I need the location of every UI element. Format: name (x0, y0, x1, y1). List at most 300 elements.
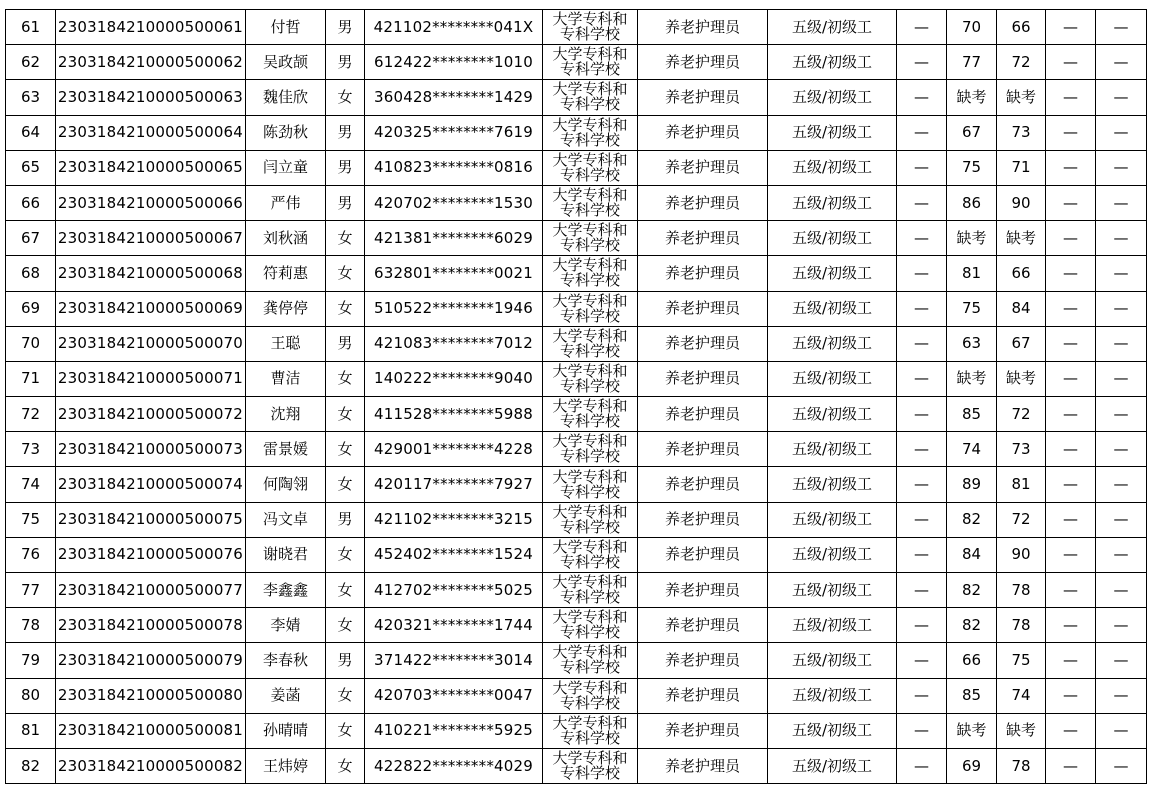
occupation-cell: 养老护理员 (638, 502, 768, 537)
level-cell: 五级/初级工 (768, 432, 897, 467)
education-line: 专科学校 (559, 341, 620, 360)
dash-cell: — (897, 537, 947, 572)
table-row (6, 10, 1147, 45)
level-cell: 五级/初级工 (768, 397, 897, 432)
exam-number-cell: 2303184210000500078 (56, 608, 246, 643)
name-cell: 王炜婷 (246, 748, 326, 783)
gender-cell: 女 (326, 467, 365, 502)
dash-cell: — (1046, 748, 1096, 783)
exam-number-cell: 2303184210000500061 (56, 10, 246, 45)
occupation-cell: 养老护理员 (638, 678, 768, 713)
education-cell (543, 185, 638, 220)
education-line: 专科学校 (559, 60, 620, 79)
gender-cell: 女 (326, 678, 365, 713)
level-cell: 五级/初级工 (768, 326, 897, 361)
education-line: 大学专科和 (552, 432, 628, 451)
education-line: 专科学校 (559, 552, 620, 571)
id-card-cell: 140222********9040 (365, 361, 543, 396)
dash-cell: — (1096, 45, 1147, 80)
theory-score-cell: 85 (947, 397, 997, 432)
table-row (6, 713, 1147, 748)
education-line: 大学专科和 (552, 186, 628, 205)
dash-cell: — (1096, 361, 1147, 396)
dash-cell: — (1046, 10, 1096, 45)
dash-cell: — (897, 256, 947, 291)
theory-score-cell: 74 (947, 432, 997, 467)
dash-cell: — (1046, 467, 1096, 502)
education-line: 专科学校 (559, 728, 620, 747)
id-card-cell: 410221********5925 (365, 713, 543, 748)
skill-score-cell: 78 (997, 573, 1046, 608)
gender-cell: 女 (326, 291, 365, 326)
dash-cell: — (1046, 502, 1096, 537)
name-cell: 谢晓君 (246, 537, 326, 572)
table-row (6, 291, 1147, 326)
id-card-cell: 422822********4029 (365, 748, 543, 783)
education-line: 专科学校 (559, 623, 620, 642)
occupation-cell: 养老护理员 (638, 326, 768, 361)
id-card-cell: 410823********0816 (365, 150, 543, 185)
exam-number-cell: 2303184210000500081 (56, 713, 246, 748)
skill-score-cell: 71 (997, 150, 1046, 185)
row-number-cell: 73 (6, 432, 56, 467)
table-row (6, 537, 1147, 572)
education-line: 专科学校 (559, 658, 620, 677)
occupation-cell: 养老护理员 (638, 256, 768, 291)
education-line: 大学专科和 (552, 537, 628, 556)
gender-cell: 男 (326, 326, 365, 361)
skill-score-cell: 67 (997, 326, 1046, 361)
theory-score-cell: 67 (947, 115, 997, 150)
row-number-cell: 67 (6, 221, 56, 256)
theory-score-cell: 86 (947, 185, 997, 220)
name-cell: 龚停停 (246, 291, 326, 326)
dash-cell: — (1096, 221, 1147, 256)
name-cell: 雷景媛 (246, 432, 326, 467)
dash-cell: — (897, 291, 947, 326)
occupation-cell: 养老护理员 (638, 432, 768, 467)
row-number-cell: 68 (6, 256, 56, 291)
dash-cell: — (1046, 291, 1096, 326)
skill-score-cell: 78 (997, 748, 1046, 783)
skill-score-cell: 72 (997, 45, 1046, 80)
education-cell (543, 221, 638, 256)
education-line: 大学专科和 (552, 502, 628, 521)
education-cell (543, 361, 638, 396)
dash-cell: — (897, 397, 947, 432)
education-line: 大学专科和 (552, 467, 628, 486)
table-row (6, 678, 1147, 713)
name-cell: 刘秋涵 (246, 221, 326, 256)
education-cell (543, 748, 638, 783)
skill-score-cell: 74 (997, 678, 1046, 713)
dash-cell: — (1046, 678, 1096, 713)
table-row (6, 748, 1147, 783)
skill-score-cell: 81 (997, 467, 1046, 502)
dash-cell: — (897, 80, 947, 115)
row-number-cell: 77 (6, 573, 56, 608)
education-line: 专科学校 (559, 517, 620, 536)
gender-cell: 女 (326, 608, 365, 643)
dash-cell: — (1096, 467, 1147, 502)
id-card-cell: 429001********4228 (365, 432, 543, 467)
id-card-cell: 411528********5988 (365, 397, 543, 432)
education-line: 专科学校 (559, 693, 620, 712)
dash-cell: — (897, 185, 947, 220)
education-cell (543, 608, 638, 643)
occupation-cell: 养老护理员 (638, 643, 768, 678)
dash-cell: — (1096, 115, 1147, 150)
theory-score-cell: 82 (947, 502, 997, 537)
occupation-cell: 养老护理员 (638, 10, 768, 45)
id-card-cell: 420325********7619 (365, 115, 543, 150)
education-line: 大学专科和 (552, 10, 628, 29)
level-cell: 五级/初级工 (768, 678, 897, 713)
table-row (6, 45, 1147, 80)
level-cell: 五级/初级工 (768, 185, 897, 220)
gender-cell: 女 (326, 432, 365, 467)
skill-score-cell: 72 (997, 502, 1046, 537)
exam-number-cell: 2303184210000500079 (56, 643, 246, 678)
education-line: 专科学校 (559, 201, 620, 220)
row-number-cell: 61 (6, 10, 56, 45)
dash-cell: — (1096, 185, 1147, 220)
name-cell: 王聪 (246, 326, 326, 361)
education-cell (543, 678, 638, 713)
name-cell: 符莉惠 (246, 256, 326, 291)
skill-score-cell: 84 (997, 291, 1046, 326)
dash-cell: — (1096, 326, 1147, 361)
education-cell (543, 537, 638, 572)
dash-cell: — (1046, 221, 1096, 256)
exam-number-cell: 2303184210000500082 (56, 748, 246, 783)
gender-cell: 女 (326, 748, 365, 783)
level-cell: 五级/初级工 (768, 45, 897, 80)
name-cell: 闫立童 (246, 150, 326, 185)
education-cell (543, 502, 638, 537)
table-row (6, 502, 1147, 537)
education-line: 大学专科和 (552, 291, 628, 310)
table-row (6, 361, 1147, 396)
table-body (6, 10, 1147, 784)
dash-cell: — (1046, 256, 1096, 291)
dash-cell: — (1046, 115, 1096, 150)
dash-cell: — (897, 361, 947, 396)
dash-cell: — (1046, 150, 1096, 185)
level-cell: 五级/初级工 (768, 748, 897, 783)
skill-score-cell: 缺考 (997, 80, 1046, 115)
exam-number-cell: 2303184210000500067 (56, 221, 246, 256)
gender-cell: 男 (326, 502, 365, 537)
skill-score-cell: 75 (997, 643, 1046, 678)
id-card-cell: 421381********6029 (365, 221, 543, 256)
dash-cell: — (1096, 432, 1147, 467)
education-cell (543, 397, 638, 432)
education-line: 大学专科和 (552, 80, 628, 99)
dash-cell: — (897, 713, 947, 748)
skill-score-cell: 缺考 (997, 221, 1046, 256)
skill-score-cell: 90 (997, 185, 1046, 220)
education-cell (543, 256, 638, 291)
gender-cell: 女 (326, 361, 365, 396)
name-cell: 严伟 (246, 185, 326, 220)
education-line: 专科学校 (559, 764, 620, 783)
education-line: 大学专科和 (552, 713, 628, 732)
name-cell: 曹洁 (246, 361, 326, 396)
gender-cell: 男 (326, 185, 365, 220)
theory-score-cell: 75 (947, 150, 997, 185)
dash-cell: — (1046, 573, 1096, 608)
dash-cell: — (1096, 256, 1147, 291)
dash-cell: — (1096, 678, 1147, 713)
table-row (6, 432, 1147, 467)
exam-number-cell: 2303184210000500064 (56, 115, 246, 150)
theory-score-cell: 缺考 (947, 713, 997, 748)
skill-score-cell: 78 (997, 608, 1046, 643)
education-line: 大学专科和 (552, 608, 628, 627)
id-card-cell: 510522********1946 (365, 291, 543, 326)
education-line: 大学专科和 (552, 397, 628, 416)
level-cell: 五级/初级工 (768, 502, 897, 537)
occupation-cell: 养老护理员 (638, 608, 768, 643)
education-line: 大学专科和 (552, 115, 628, 134)
occupation-cell: 养老护理员 (638, 361, 768, 396)
dash-cell: — (1046, 537, 1096, 572)
exam-number-cell: 2303184210000500065 (56, 150, 246, 185)
id-card-cell: 452402********1524 (365, 537, 543, 572)
exam-number-cell: 2303184210000500062 (56, 45, 246, 80)
dash-cell: — (1046, 80, 1096, 115)
education-line: 专科学校 (559, 271, 620, 290)
education-line: 专科学校 (559, 236, 620, 255)
row-number-cell: 66 (6, 185, 56, 220)
theory-score-cell: 缺考 (947, 80, 997, 115)
dash-cell: — (1096, 748, 1147, 783)
occupation-cell: 养老护理员 (638, 573, 768, 608)
table-row (6, 326, 1147, 361)
exam-number-cell: 2303184210000500080 (56, 678, 246, 713)
id-card-cell: 420117********7927 (365, 467, 543, 502)
id-card-cell: 412702********5025 (365, 573, 543, 608)
dash-cell: — (1096, 713, 1147, 748)
dash-cell: — (897, 326, 947, 361)
education-line: 大学专科和 (552, 221, 628, 240)
education-cell (543, 573, 638, 608)
education-line: 大学专科和 (552, 256, 628, 275)
row-number-cell: 76 (6, 537, 56, 572)
row-number-cell: 71 (6, 361, 56, 396)
dash-cell: — (1096, 80, 1147, 115)
education-line: 大学专科和 (552, 573, 628, 592)
theory-score-cell: 82 (947, 608, 997, 643)
level-cell: 五级/初级工 (768, 115, 897, 150)
row-number-cell: 69 (6, 291, 56, 326)
education-line: 专科学校 (559, 376, 620, 395)
id-card-cell: 421102********3215 (365, 502, 543, 537)
gender-cell: 男 (326, 10, 365, 45)
row-number-cell: 64 (6, 115, 56, 150)
gender-cell: 女 (326, 537, 365, 572)
exam-number-cell: 2303184210000500063 (56, 80, 246, 115)
education-line: 专科学校 (559, 306, 620, 325)
education-cell (543, 643, 638, 678)
occupation-cell: 养老护理员 (638, 467, 768, 502)
education-line: 专科学校 (559, 25, 620, 44)
gender-cell: 女 (326, 397, 365, 432)
exam-number-cell: 2303184210000500073 (56, 432, 246, 467)
occupation-cell: 养老护理员 (638, 291, 768, 326)
id-card-cell: 420702********1530 (365, 185, 543, 220)
education-cell (543, 45, 638, 80)
occupation-cell: 养老护理员 (638, 748, 768, 783)
dash-cell: — (1096, 397, 1147, 432)
skill-score-cell: 73 (997, 432, 1046, 467)
theory-score-cell: 84 (947, 537, 997, 572)
table-row (6, 221, 1147, 256)
row-number-cell: 65 (6, 150, 56, 185)
level-cell: 五级/初级工 (768, 361, 897, 396)
id-card-cell: 420703********0047 (365, 678, 543, 713)
dash-cell: — (1096, 573, 1147, 608)
row-number-cell: 79 (6, 643, 56, 678)
skill-score-cell: 73 (997, 115, 1046, 150)
education-line: 专科学校 (559, 130, 620, 149)
education-cell (543, 713, 638, 748)
id-card-cell: 421102********041X (365, 10, 543, 45)
level-cell: 五级/初级工 (768, 291, 897, 326)
education-cell (543, 10, 638, 45)
dash-cell: — (897, 45, 947, 80)
dash-cell: — (1046, 397, 1096, 432)
education-line: 大学专科和 (552, 150, 628, 169)
education-cell (543, 115, 638, 150)
skill-score-cell: 66 (997, 10, 1046, 45)
row-number-cell: 63 (6, 80, 56, 115)
dash-cell: — (1096, 537, 1147, 572)
row-number-cell: 72 (6, 397, 56, 432)
dash-cell: — (897, 573, 947, 608)
gender-cell: 男 (326, 643, 365, 678)
table-row (6, 573, 1147, 608)
dash-cell: — (1096, 291, 1147, 326)
dash-cell: — (1046, 45, 1096, 80)
theory-score-cell: 89 (947, 467, 997, 502)
id-card-cell: 360428********1429 (365, 80, 543, 115)
theory-score-cell: 缺考 (947, 361, 997, 396)
row-number-cell: 62 (6, 45, 56, 80)
name-cell: 姜菡 (246, 678, 326, 713)
exam-number-cell: 2303184210000500077 (56, 573, 246, 608)
dash-cell: — (897, 608, 947, 643)
table-row (6, 608, 1147, 643)
dash-cell: — (897, 502, 947, 537)
level-cell: 五级/初级工 (768, 467, 897, 502)
education-line: 大学专科和 (552, 326, 628, 345)
skill-score-cell: 缺考 (997, 361, 1046, 396)
level-cell: 五级/初级工 (768, 80, 897, 115)
dash-cell: — (1096, 608, 1147, 643)
row-number-cell: 75 (6, 502, 56, 537)
education-line: 专科学校 (559, 412, 620, 431)
dash-cell: — (1046, 643, 1096, 678)
exam-number-cell: 2303184210000500066 (56, 185, 246, 220)
theory-score-cell: 82 (947, 573, 997, 608)
id-card-cell: 420321********1744 (365, 608, 543, 643)
gender-cell: 男 (326, 115, 365, 150)
gender-cell: 男 (326, 150, 365, 185)
level-cell: 五级/初级工 (768, 150, 897, 185)
education-line: 专科学校 (559, 165, 620, 184)
dash-cell: — (1046, 432, 1096, 467)
row-number-cell: 80 (6, 678, 56, 713)
education-line: 专科学校 (559, 447, 620, 466)
table-row (6, 115, 1147, 150)
theory-score-cell: 77 (947, 45, 997, 80)
education-cell (543, 432, 638, 467)
level-cell: 五级/初级工 (768, 221, 897, 256)
occupation-cell: 养老护理员 (638, 45, 768, 80)
table-row (6, 397, 1147, 432)
dash-cell: — (1096, 502, 1147, 537)
occupation-cell: 养老护理员 (638, 185, 768, 220)
dash-cell: — (897, 432, 947, 467)
theory-score-cell: 85 (947, 678, 997, 713)
table-row (6, 150, 1147, 185)
level-cell: 五级/初级工 (768, 643, 897, 678)
theory-score-cell: 66 (947, 643, 997, 678)
education-cell (543, 326, 638, 361)
name-cell: 吴政颉 (246, 45, 326, 80)
level-cell: 五级/初级工 (768, 573, 897, 608)
education-cell (543, 80, 638, 115)
skill-score-cell: 72 (997, 397, 1046, 432)
dash-cell: — (897, 221, 947, 256)
level-cell: 五级/初级工 (768, 713, 897, 748)
row-number-cell: 70 (6, 326, 56, 361)
theory-score-cell: 63 (947, 326, 997, 361)
name-cell: 付哲 (246, 10, 326, 45)
theory-score-cell: 缺考 (947, 221, 997, 256)
occupation-cell: 养老护理员 (638, 115, 768, 150)
skill-score-cell: 缺考 (997, 713, 1046, 748)
name-cell: 沈翔 (246, 397, 326, 432)
education-line: 大学专科和 (552, 45, 628, 64)
row-number-cell: 78 (6, 608, 56, 643)
name-cell: 何陶翎 (246, 467, 326, 502)
dash-cell: — (1046, 326, 1096, 361)
dash-cell: — (897, 467, 947, 502)
occupation-cell: 养老护理员 (638, 150, 768, 185)
table-row (6, 80, 1147, 115)
dash-cell: — (897, 150, 947, 185)
exam-number-cell: 2303184210000500068 (56, 256, 246, 291)
occupation-cell: 养老护理员 (638, 221, 768, 256)
dash-cell: — (897, 748, 947, 783)
education-cell (543, 150, 638, 185)
id-card-cell: 612422********1010 (365, 45, 543, 80)
name-cell: 李鑫鑫 (246, 573, 326, 608)
dash-cell: — (1046, 713, 1096, 748)
education-line: 专科学校 (559, 482, 620, 501)
dash-cell: — (1096, 643, 1147, 678)
education-line: 大学专科和 (552, 678, 628, 697)
dash-cell: — (897, 678, 947, 713)
theory-score-cell: 81 (947, 256, 997, 291)
gender-cell: 男 (326, 45, 365, 80)
exam-number-cell: 2303184210000500071 (56, 361, 246, 396)
occupation-cell: 养老护理员 (638, 80, 768, 115)
exam-number-cell: 2303184210000500074 (56, 467, 246, 502)
